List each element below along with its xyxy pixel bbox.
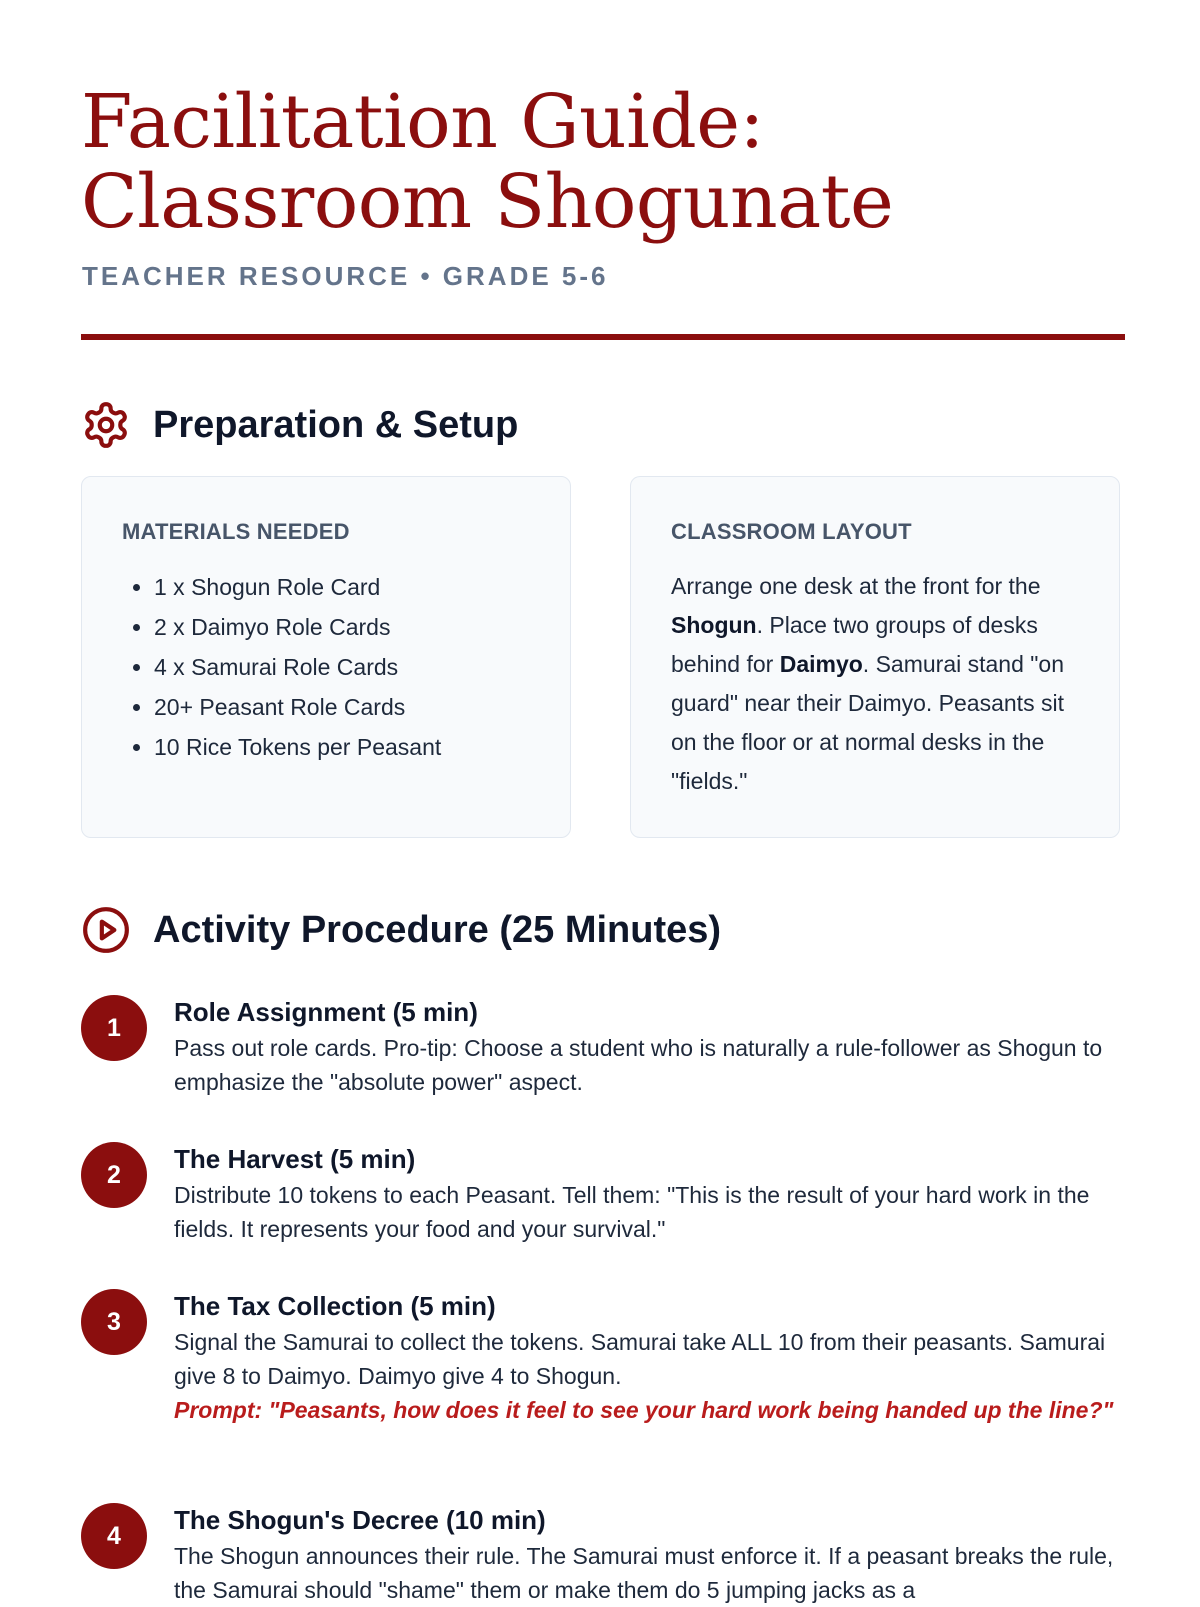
layout-text: . Samurai stand "on guard" near their Daimyo. Peasants sit on the floor or at normal desks in the "fields." bbox=[671, 651, 1065, 794]
step-title: Role Assignment (5 min) bbox=[174, 997, 478, 1027]
gear-icon bbox=[81, 400, 131, 450]
layout-text: . Place two groups of desks behind for bbox=[671, 612, 1038, 677]
layout-bold-shogun: Shogun bbox=[671, 612, 757, 638]
step-title: The Harvest (5 min) bbox=[174, 1144, 416, 1174]
title-line-1: Facilitation Guide: bbox=[81, 79, 764, 165]
step-prompt: Prompt: "Peasants, how does it feel to see your hard work being handed up the line?" bbox=[174, 1397, 1114, 1423]
setup-heading: Preparation & Setup bbox=[153, 404, 519, 446]
step-number-badge: 3 bbox=[81, 1289, 147, 1355]
step-text: Pass out role cards. Pro-tip: Choose a student who is naturally a rule-follower as Shogun to emphasize the "absolute power" aspect. bbox=[174, 1035, 1103, 1095]
materials-heading: MATERIALS NEEDED bbox=[122, 519, 350, 544]
step-title: The Tax Collection (5 min) bbox=[174, 1291, 496, 1321]
materials-item: • 2 x Daimyo Role Cards bbox=[154, 607, 530, 647]
step-number-badge: 2 bbox=[81, 1142, 147, 1208]
materials-card bbox=[81, 476, 571, 838]
procedure-section-header bbox=[81, 905, 721, 955]
materials-item: • 1 x Shogun Role Card bbox=[154, 567, 530, 607]
materials-item: • 20+ Peasant Role Cards bbox=[154, 687, 530, 727]
title-line-2: Classroom Shogunate bbox=[81, 159, 894, 245]
layout-card bbox=[630, 476, 1120, 838]
layout-bold-daimyo: Daimyo bbox=[779, 651, 863, 677]
play-circle-icon bbox=[81, 905, 131, 955]
layout-heading: CLASSROOM LAYOUT bbox=[671, 519, 912, 544]
step-number-badge: 1 bbox=[81, 995, 147, 1061]
procedure-heading: Activity Procedure (25 Minutes) bbox=[153, 909, 722, 951]
setup-section-header bbox=[81, 400, 518, 450]
header-divider bbox=[81, 334, 1125, 340]
step-number-badge: 4 bbox=[81, 1503, 147, 1569]
step-text: Signal the Samurai to collect the tokens. Samurai take ALL 10 from their peasants. Samurai give 8 to Daimyo. Daimyo give 4 to Shogun. bbox=[174, 1329, 1106, 1389]
step-text: The Shogun announces their rule. The Samurai must enforce it. If a peasant breaks the rule, the Samurai should "shame" them or make them do 5 jumping jacks as a bbox=[174, 1543, 1114, 1603]
step-text: Distribute 10 tokens to each Peasant. Tell them: "This is the result of your hard work in the fields. It represents your food and your survival." bbox=[174, 1182, 1090, 1242]
step-title: The Shogun's Decree (10 min) bbox=[174, 1505, 546, 1535]
materials-list bbox=[122, 567, 530, 767]
layout-description bbox=[671, 567, 1079, 801]
materials-item: • 4 x Samurai Role Cards bbox=[154, 647, 530, 687]
materials-item: • 10 Rice Tokens per Peasant bbox=[154, 727, 530, 767]
page-title bbox=[81, 79, 1121, 245]
layout-text: Arrange one desk at the front for the bbox=[671, 573, 1041, 599]
page-subtitle: TEACHER RESOURCE • GRADE 5-6 bbox=[82, 261, 609, 291]
